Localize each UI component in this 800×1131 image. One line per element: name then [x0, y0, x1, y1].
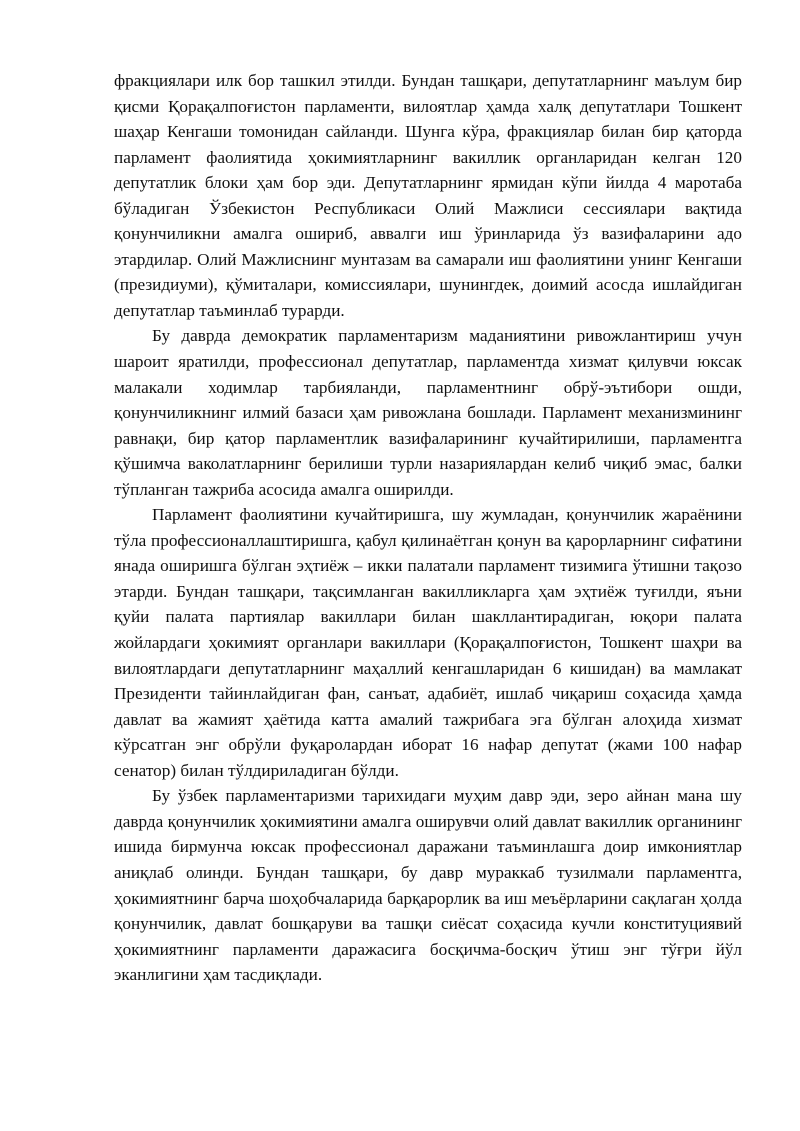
paragraph-continuation: фракциялари илк бор ташкил этилди. Бундан ташқари, депутатларнинг маълум бир қисми Қорақалпоғистон парламенти, вилоятлар ҳамда халқ депутатлари Тошкент шаҳар Кенгаши томонидан сайланди. Шунга кўра, фракциялар билан бир қаторда парламент фаолиятида ҳокимиятларнинг вакиллик органларидан келган 120 депутатлик блоки ҳам бор эди. Депутатларнинг ярмидан кўпи йилда 4 маротаба бўладиган Ўзбекистон Республикаси Олий Мажлиси сессиялари вақтида қонунчиликни амалга ошириб, аввалги иш ўринларида ўз вазифаларини адо этардилар. Олий Мажлиснинг мунтазам ва самарали иш фаолиятини унинг Кенгаши (президиуми), қўмиталари, комиссиялари, шунингдек, доимий асосда ишлайдиган депутатлар таъминлаб турарди. [114, 71, 742, 320]
document-page [114, 68, 742, 988]
paragraph-historical-period: Бу ўзбек парламентаризми тарихидаги муҳим давр эди, зеро айнан мана шу даврда қонунчилик ҳокимиятини амалга оширувчи олий давлат вакиллик органининг ишида бирмунча юксак профессионал даражани таъминлашга доир имкониятлар аниқлаб олинди. Бундан ташқари, бу давр мураккаб тузилмали парламентга, ҳокимиятнинг барча шоҳобчаларида барқарорлик ва иш меъёрларини сақлаган ҳолда қонунчилик, давлат бошқаруви ва ташқи сиёсат соҳасида кучли конституциявий ҳокимиятнинг парламенти даражасига босқичма-босқич ўтиш энг тўғри йўл эканлигини ҳам тасдиқлади. [114, 786, 742, 985]
paragraph-bicameral-parliament: Парламент фаолиятини кучайтиришга, шу жумладан, қонунчилик жараёнини тўла профессионаллаштиришга, қабул қилинаётган қонун ва қарорларнинг сифатини янада оширишга бўлган эҳтиёж – икки палатали парламент тизимига ўтишни тақозо этарди. Бундан ташқари, тақсимланган вакилликларга ҳам эҳтиёж туғилди, яъни қуйи палата партиялар вакиллари билан шакллантирадиган, юқори палата жойлардаги ҳокимият органлари вакиллари (Қорақалпоғистон, Тошкент шаҳри ва вилоятлардаги депутатларнинг маҳаллий кенгашларидан 6 кишидан) ва мамлакат Президенти тайинлайдиган фан, санъат, адабиёт, ишлаб чиқариш соҳасида ҳамда давлат ва жамият ҳаётида катта амалий тажрибага эга бўлган алоҳида хизмат кўрсатган энг обрўли фуқаролардан иборат 16 нафар депутат (жами 100 нафар сенатор) билан тўлдириладиган бўлди. [114, 505, 742, 780]
paragraph-democratic-culture: Бу даврда демократик парламентаризм маданиятини ривожлантириш учун шароит яратилди, профессионал депутатлар, парламентда хизмат қилувчи юксак малакали ходимлар тарбияланди, парламентнинг обрў-эътибори ошди, қонунчиликнинг илмий базаси ҳам ривожлана бошлади. Парламент механизмининг равнақи, бир қатор парламентлик вазифаларининг кучайтирилиши, парламентга қўшимча ваколатларнинг берилиши турли назариялардан келиб чиқиб эмас, балки тўпланган тажриба асосида амалга оширилди. [114, 326, 742, 499]
